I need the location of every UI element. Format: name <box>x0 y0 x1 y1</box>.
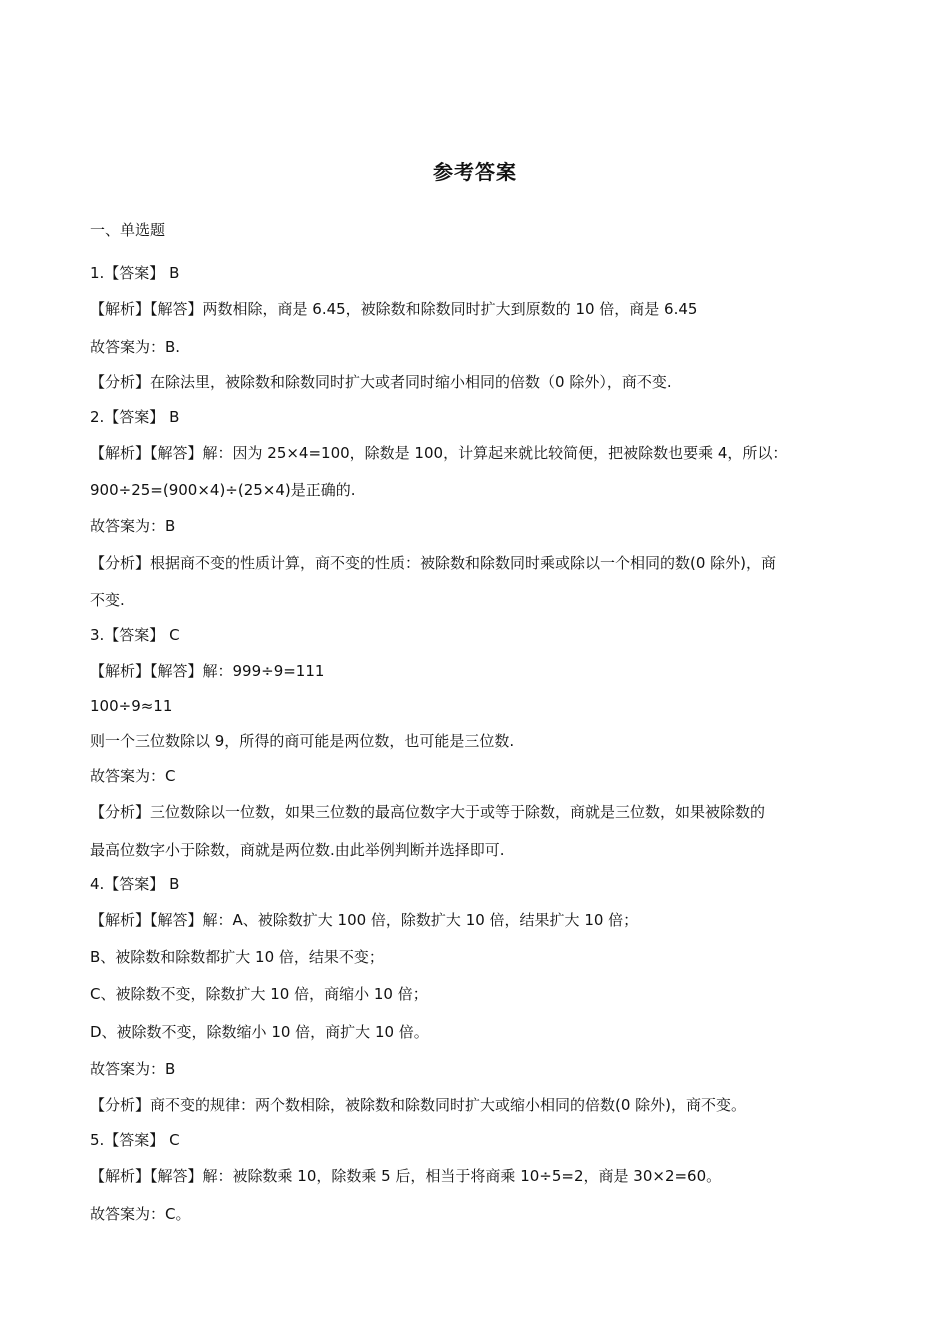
explanation-line: 【解析】【解答】解：999÷9=111 <box>90 662 325 680</box>
answer-line: 4.【答案】 B <box>90 875 180 893</box>
answer-line: 1.【答案】 B <box>90 264 180 282</box>
explanation-line: 【解析】【解答】解：因为 25×4=100，除数是 100，计算起来就比较简便，把被除数也要乘 4，所以： <box>90 444 788 462</box>
section-heading: 一、单选题 <box>90 221 166 239</box>
explanation-line: 900÷25=(900×4)÷(25×4)是正确的. <box>90 481 356 499</box>
explanation-line: D、被除数不变，除数缩小 10 倍，商扩大 10 倍。 <box>90 1023 429 1041</box>
explanation-line: 则一个三位数除以 9，所得的商可能是两位数，也可能是三位数. <box>90 732 515 750</box>
explanation-line: 【解析】【解答】解：A、被除数扩大 100 倍，除数扩大 10 倍，结果扩大 10 倍； <box>90 911 639 929</box>
analysis-line: 最高位数字小于除数，商就是两位数.由此举例判断并选择即可. <box>90 841 505 859</box>
analysis-line: 不变. <box>90 591 125 609</box>
conclusion-line: 故答案为：B <box>90 517 176 535</box>
explanation-line: 100÷9≈11 <box>90 697 173 715</box>
analysis-line: 【分析】商不变的规律：两个数相除，被除数和除数同时扩大或缩小相同的倍数(0 除外)，商不变。 <box>90 1096 747 1114</box>
conclusion-line: 故答案为：C。 <box>90 1205 191 1223</box>
analysis-line: 【分析】在除法里，被除数和除数同时扩大或者同时缩小相同的倍数（0 除外），商不变. <box>90 373 672 391</box>
explanation-line: B、被除数和除数都扩大 10 倍，结果不变； <box>90 948 384 966</box>
page-title: 参考答案 <box>433 160 517 184</box>
analysis-line: 【分析】三位数除以一位数，如果三位数的最高位数字大于或等于除数，商就是三位数，如果被除数的 <box>90 803 766 821</box>
conclusion-line: 故答案为：B <box>90 1060 176 1078</box>
answer-line: 2.【答案】 B <box>90 408 180 426</box>
answer-line: 3.【答案】 C <box>90 626 180 644</box>
explanation-line: 【解析】【解答】解：被除数乘 10，除数乘 5 后，相当于将商乘 10÷5=2，商是 30×2=60。 <box>90 1167 722 1185</box>
explanation-line: 【解析】【解答】两数相除，商是 6.45，被除数和除数同时扩大到原数的 10 倍，商是 6.45 <box>90 300 698 318</box>
conclusion-line: 故答案为：B. <box>90 338 181 356</box>
conclusion-line: 故答案为：C <box>90 767 176 785</box>
answer-line: 5.【答案】 C <box>90 1131 180 1149</box>
analysis-line: 【分析】根据商不变的性质计算，商不变的性质：被除数和除数同时乘或除以一个相同的数(0 除外)，商 <box>90 554 777 572</box>
explanation-line: C、被除数不变，除数扩大 10 倍，商缩小 10 倍； <box>90 985 428 1003</box>
